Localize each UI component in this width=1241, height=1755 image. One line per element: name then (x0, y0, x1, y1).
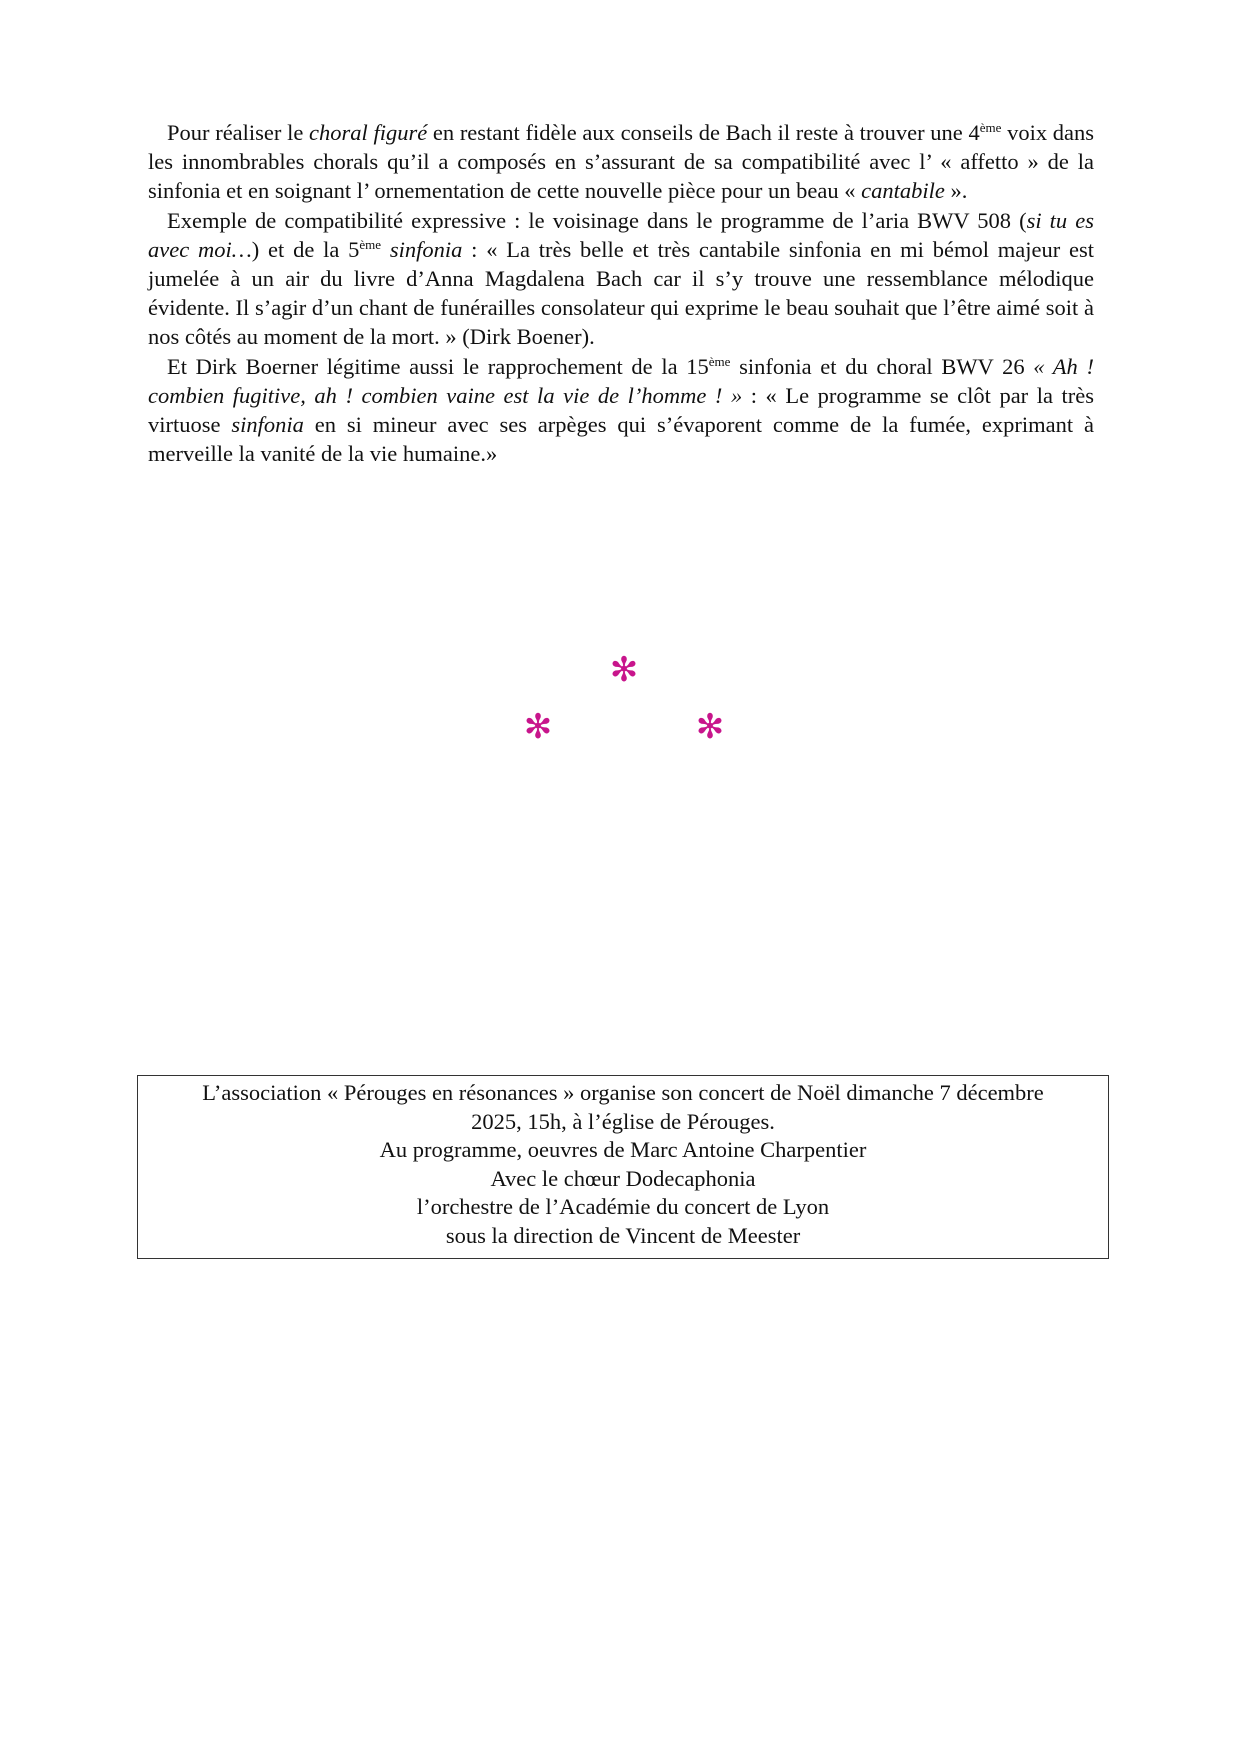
announcement-line: Au programme, oeuvres de Marc Antoine Charpentier (379, 1137, 867, 1162)
text-run: ». (944, 178, 968, 204)
italic-quote: « Ah ! combien fugitive, ah ! combien vaine est la vie de l’homme ! » (148, 353, 1094, 408)
announcement-line: Avec le chœur Dodecaphonia (490, 1165, 756, 1191)
text-run: : « La très belle et très cantabile sinfonia en mi bémol majeur est jumelée à un air du livre d’Anna Magdalena Bach car il s’y trouve une ressemblance mélodique évidente. Il s’agir d’un chant de funérailles consolateur qui exprime le beau souhait que l’être aimé soit à nos côtés au moment de la mort. » (Dirk Boener). (148, 236, 1094, 350)
text-run: : « Le programme se clôt par la très virtuose (148, 382, 1094, 438)
announcement-line: l’orchestre de l’Académie du concert de Lyon (416, 1194, 830, 1219)
text-run: Exemple de compatibilité expressive : le voisinage dans le programme de l’aria BWV 508 ( (167, 207, 1027, 233)
text-run: ) et de la 5 (251, 236, 360, 262)
superscript: ème (359, 237, 382, 253)
superscript: ème (979, 120, 1002, 136)
text-run: en restant fidèle aux conseils de Bach il reste à trouver une 4 (427, 120, 980, 145)
italic-text: sinfonia (231, 412, 304, 438)
article-body (148, 118, 1094, 468)
italic-text: sinfonia (389, 236, 463, 262)
text-run: Et Dirk Boerner légitime aussi le rapprochement de la 15 (167, 353, 709, 379)
superscript: ème (708, 353, 731, 369)
asterisk-ornament-icon: ✻ (523, 707, 553, 747)
paragraph-dirk-boerner (148, 352, 1094, 469)
text-run: voix dans les innombrables chorals qu’il a composés en s’assurant de sa compatibilité avec l’ « affetto » de la sinfonia et en soignant l’ ornementation de cette nouvelle pièce pour un beau « (148, 120, 1094, 204)
concert-announcement-box (137, 1075, 1109, 1259)
paragraph-choral-figure (148, 118, 1094, 206)
text-run (381, 237, 390, 262)
text-run: sinfonia et du choral BWV 26 (730, 353, 1034, 379)
announcement-line: 2025, 15h, à l’église de Pérouges. (471, 1108, 775, 1134)
paragraph-compatibility-example (148, 206, 1094, 352)
italic-text: si tu es avec moi… (148, 207, 1094, 262)
asterisk-ornament-icon: ✻ (695, 707, 725, 747)
text-run: Pour réaliser le (167, 120, 310, 145)
announcement-line: sous la direction de Vincent de Meester (445, 1222, 801, 1248)
italic-text: cantabile (861, 178, 945, 204)
text-run: en si mineur avec ses arpèges qui s’évaporent comme de la fumée, exprimant à merveille la vanité de la vie humaine.» (148, 412, 1094, 467)
announcement-line: L’association « Pérouges en résonances » organise son concert de Noël dimanche 7 décembre (202, 1080, 1044, 1105)
italic-text: choral figuré (309, 120, 428, 145)
asterisk-ornament-icon: ✻ (609, 650, 639, 690)
